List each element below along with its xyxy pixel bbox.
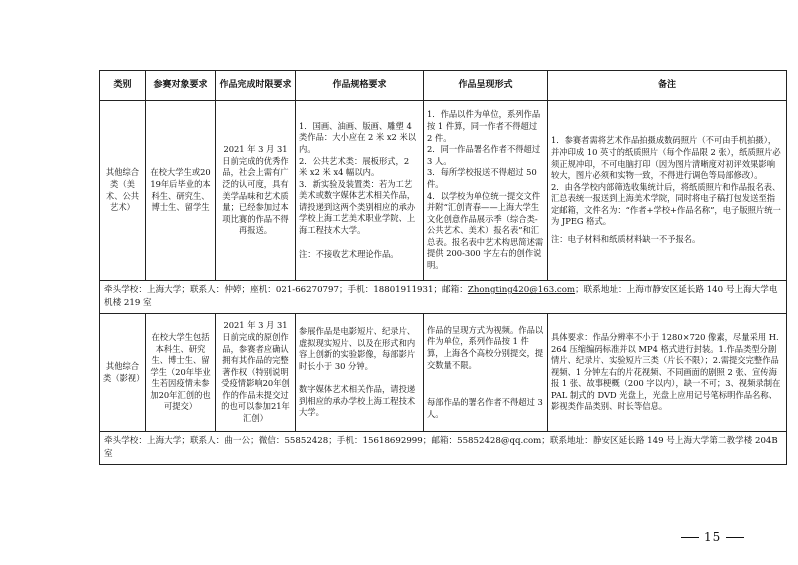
contact-row <box>100 432 787 465</box>
dash-right <box>726 537 744 538</box>
row1-form <box>424 101 548 281</box>
contact1-school: 牵头学校：上海大学；联系人：仲婷； <box>104 285 251 295</box>
row1-form-item: 1．作品以件为单位，系列作品按 1 件算，同一作者不得超过 2 件。 <box>427 109 541 143</box>
page-number-text: 15 <box>704 530 722 544</box>
row1-spec-item: 2．公共艺术类：展板形式，2 米 x2 米 x4 幅以内。 <box>299 155 410 178</box>
row2-form <box>424 314 548 432</box>
row2-spec-item: 数字媒体艺术相关作品，请投递到相应的承办学校上海工程技术大学。 <box>299 384 416 418</box>
header-spec: 作品规格要求 <box>296 71 424 101</box>
row2-spec-item: 参展作品是电影短片、纪录片、虚拟现实短片、以及在形式和内容上创新的实验影像，每部影片时长小于 30 分钟。 <box>299 325 416 371</box>
table-row <box>100 101 787 281</box>
contact1-address: ；联系地址：上海市静安区延长路 140 号上海大学电机楼 219 室 <box>104 285 778 308</box>
page-number <box>676 530 749 544</box>
row1-note <box>548 101 787 281</box>
row2-target: 在校大学生包括本科生、研究生、博士生、留学生（20年毕业生若因疫情未参加20年汇创的也可提交） <box>146 314 216 432</box>
row1-time: 2021 年 3 月 31 日前完成的优秀作品，社会上需有广泛的认可度，具有美学品味和艺术质量；已经参加过本项比赛的作品不得再报送。 <box>216 101 296 281</box>
header-time: 作品完成时限要求 <box>216 71 296 101</box>
row2-category: 其他综合类（影视） <box>100 314 146 432</box>
dash-left <box>681 537 699 538</box>
row1-spec-item: 1．国画、油画、版画、雕塑 4 类作品：大小应在 2 米 x2 米以内。 <box>299 120 417 154</box>
row2-spec <box>296 314 424 432</box>
contact1-phone: 座机：021-66270797；手机：18801911931；邮箱： <box>250 285 468 295</box>
row1-category: 其他综合类（美术、公共艺术） <box>100 101 146 281</box>
row2-time: 2021 年 3 月 31 日前完成的原创作品，参赛者应确认拥有其作品的完整著作权（特别说明受疫情影响20年创作的作品未提交过的也可以参加21年汇创） <box>216 314 296 432</box>
row1-note-item: 2．由各学校内部筛选收集统计后，将纸质照片和作品报名表、汇总表统一报送到上海美术学院，同时将电子稿打包发送至指定邮箱，文件名为：“作者+学校+作品名称”，电子版照片统一为 JPEG 格式。 <box>551 181 781 227</box>
competition-table <box>99 70 787 465</box>
row2-form-item: 作品的呈现方式为视频。作品以件为单位，系列作品按 1 件算，上海各个高校分别提交，提交数量不限。 <box>427 324 544 370</box>
header-form: 作品呈现形式 <box>424 71 548 101</box>
row1-note-item: 1．参赛者需将艺术作品拍摄成数码照片（不可由手机拍摄），并冲印成 10 英寸的纸质照片（每个作品限 2 张），纸质照片必须正规冲印，不可电脑打印（因为图片清晰度对初评效果影响较大，图片必须和实物一致，不得进行调色等局部修改）。 <box>551 135 781 181</box>
row1-form-item: 2．同一作品署名作者不得超过 3 人。 <box>427 144 541 166</box>
header-category: 类别 <box>100 71 146 101</box>
row1-form-item: 3．每所学校报送不得超过 50 件。 <box>427 167 537 189</box>
row1-spec-item: 3．新实验及装置类：若为工艺美术或数字媒体艺术相关作品，请投递到这两个类别相应的承办学校上海工艺美术职业学院、上海工程技术大学。 <box>299 178 416 236</box>
table-row <box>100 314 787 432</box>
table-header-row <box>100 71 787 101</box>
row1-form-item: 4．以学校为单位统一提交文件并附“汇创青春——上海大学生文化创意作品展示季（综合类-公共艺术、美术）报名表”和汇总表。报名表中艺术构思简述需提供 200-300 字左右的创作说明。 <box>427 190 544 271</box>
row2-contact: 牵头学校：上海大学；联系人：曲一公；微信：55852428；手机：15618692999；邮箱：55852428@qq.com；联系地址：静安区延长路 149 号上海大学第二教学楼 204B 室 <box>100 432 787 465</box>
row2-form-item: 每部作品的署名作者不得超过 3 人。 <box>427 397 543 419</box>
header-note: 备注 <box>548 71 787 101</box>
contact-row <box>100 281 787 314</box>
header-target: 参赛对象要求 <box>146 71 216 101</box>
row1-spec <box>296 101 424 281</box>
row1-note-remark: 注：电子材料和纸质材料缺一不予报名。 <box>551 234 701 245</box>
row2-note: 具体要求：作品分辨率不小于 1280×720 像素，尽量采用 H.264 压缩编码标准并以 MP4 格式进行封装。1.作品类型分剧情片、纪录片、实验短片三类（片长不限）；2.需提交完整作品视频、1 分钟左右的片花视频、不同画面的剧照 2 张、宣传海报 1 张、故事梗概（200 字以内），缺一不可；3、视频录制在 PAL 制式的 DVD 光盘上，光盘上应用记号笔标明作品名称、影视类作品类别、时长等信息。 <box>548 314 787 432</box>
row1-target: 在校大学生或2019年后毕业的本科生、研究生、博士生、留学生 <box>146 101 216 281</box>
row1-contact <box>100 281 787 314</box>
contact1-email-link[interactable]: Zhongting420@163.com <box>467 285 576 295</box>
row1-spec-note: 注：不接收艺术理论作品。 <box>299 248 399 259</box>
